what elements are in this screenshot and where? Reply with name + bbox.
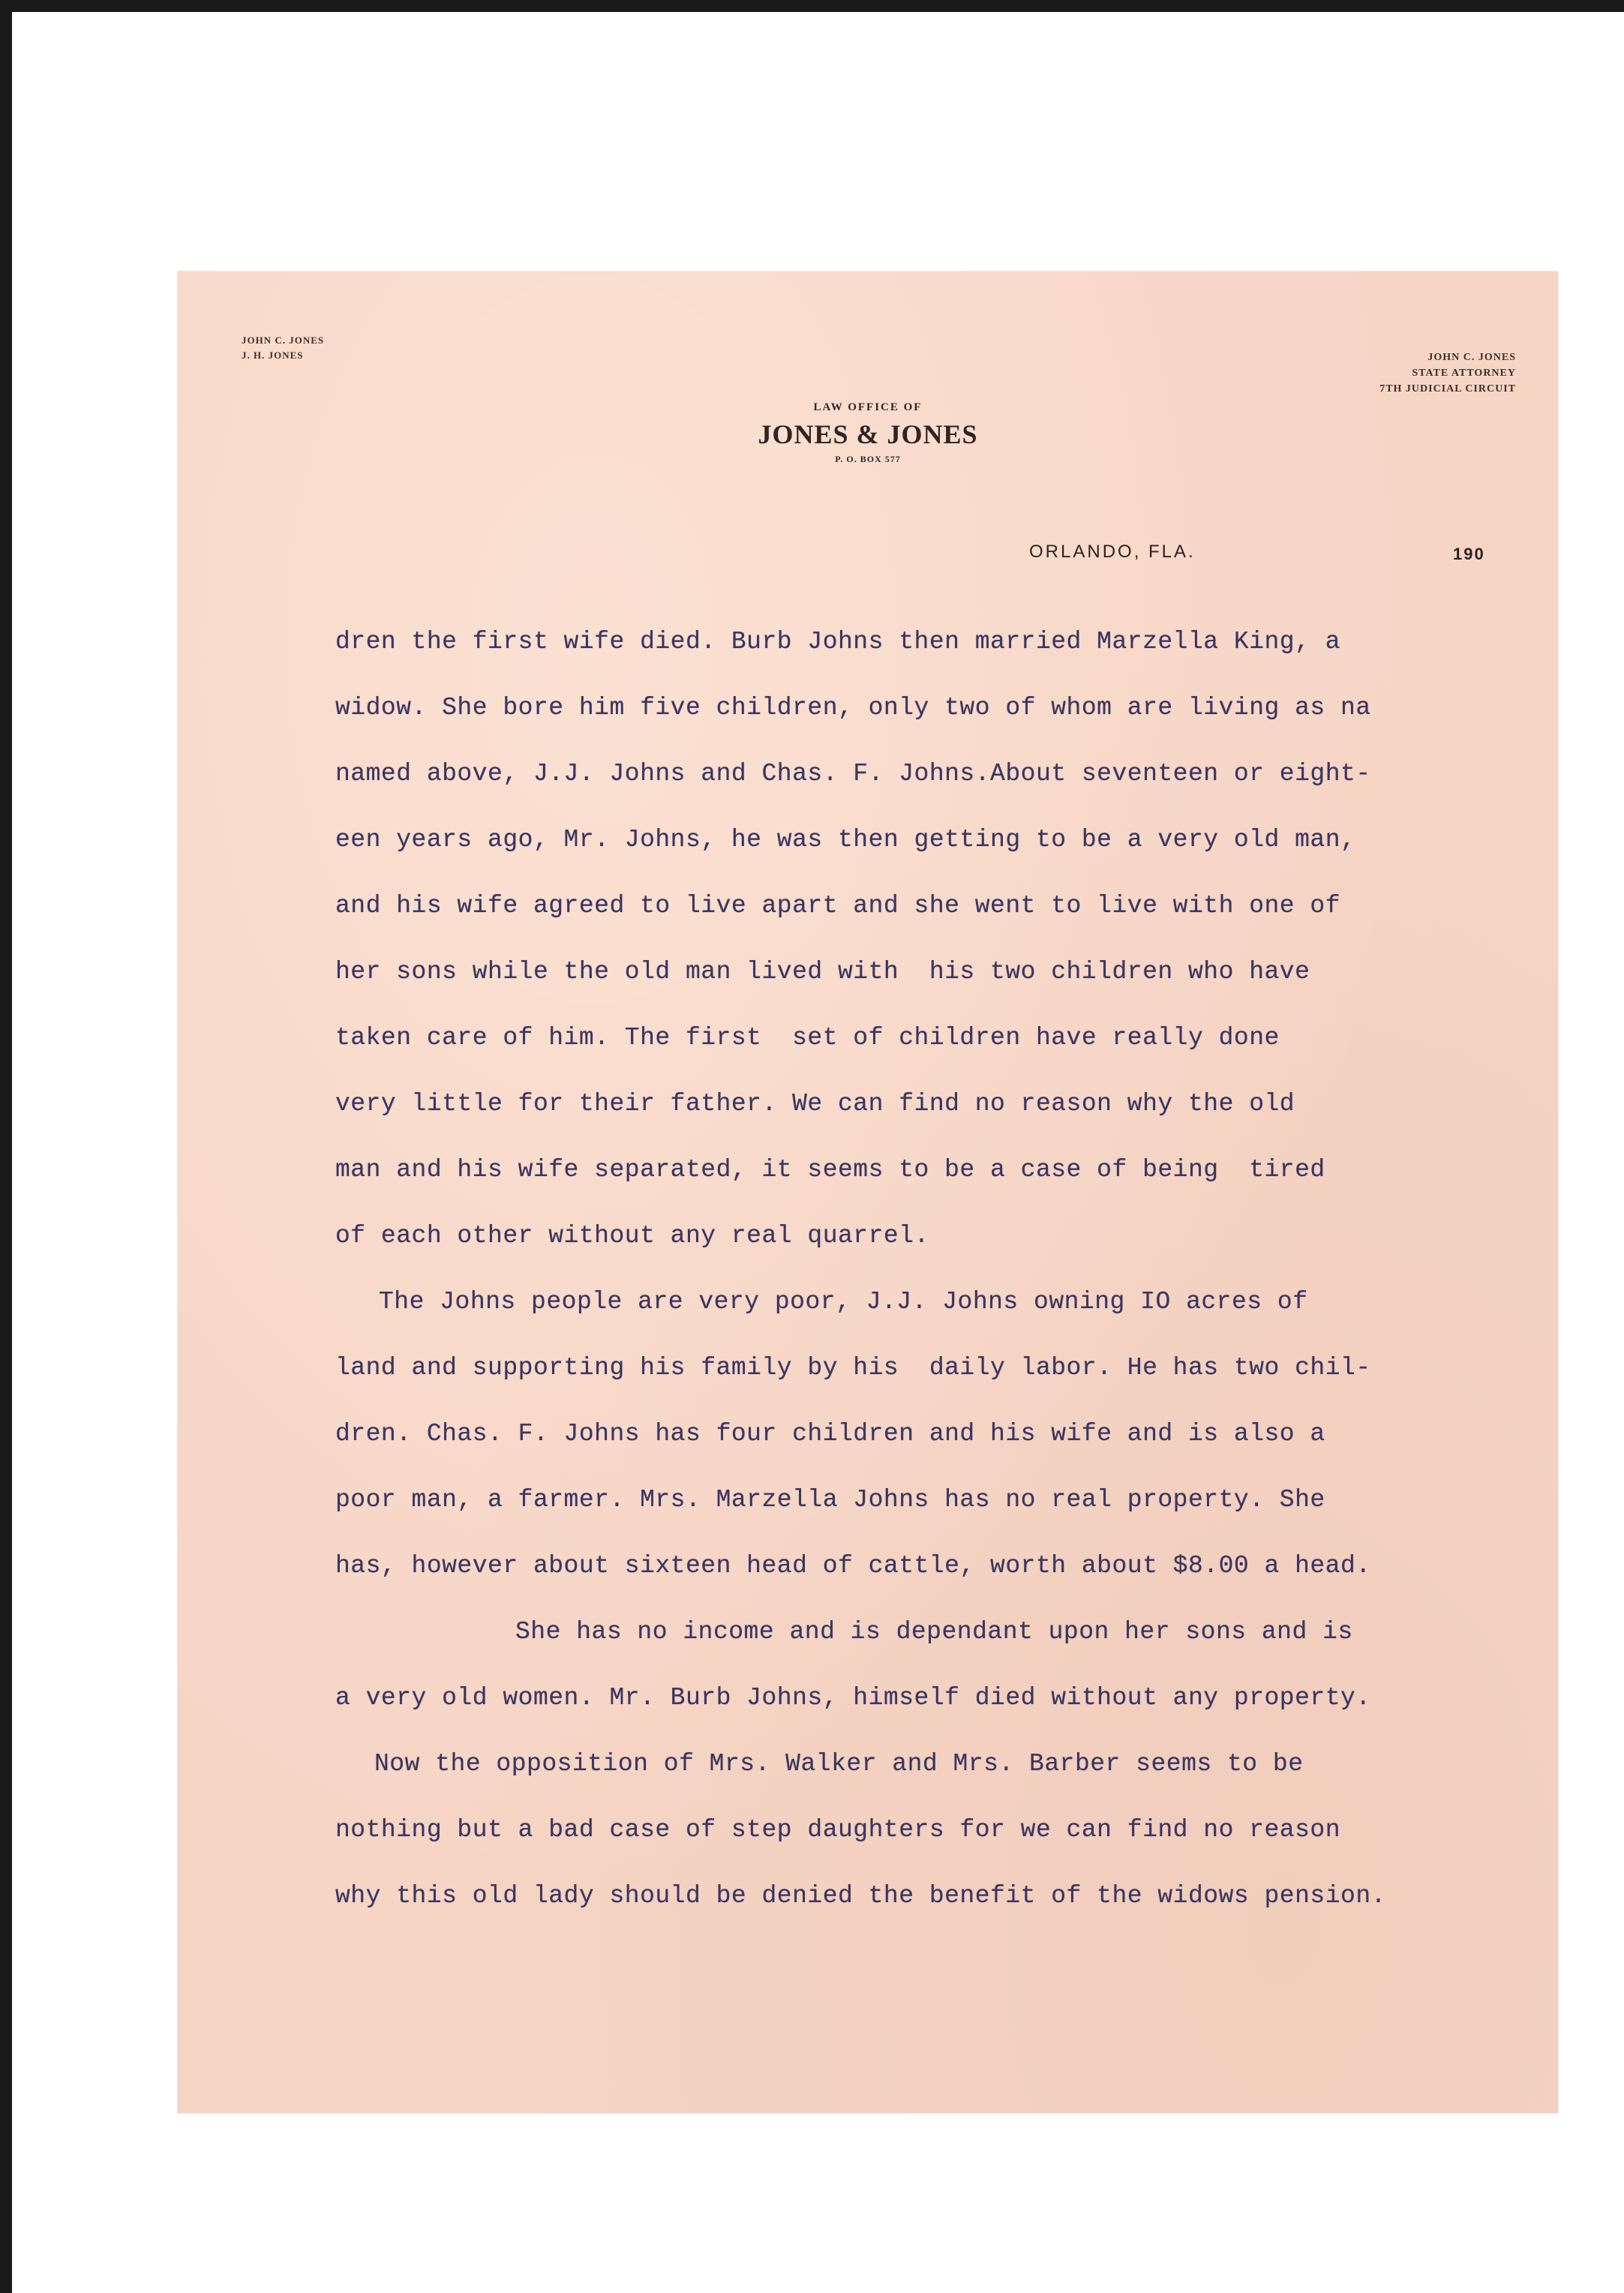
body-line: land and supporting his family by his daily labor. He has two chil- xyxy=(335,1354,1371,1382)
attorney-title: STATE ATTORNEY xyxy=(1412,368,1516,379)
letter-sheet xyxy=(178,272,1558,2113)
body-line: a very old women. Mr. Burb Johns, himself died without any property. xyxy=(335,1684,1371,1712)
letter-body xyxy=(335,609,1505,1929)
body-line: named above, J.J. Johns and Chas. F. Johns.About seventeen or eight- xyxy=(335,760,1371,788)
scanner-edge-left xyxy=(0,0,12,2293)
scanner-edge-top xyxy=(0,0,1624,12)
partner-name: JOHN C. JONES xyxy=(242,335,325,346)
po-box: P. O. BOX 577 xyxy=(835,454,901,464)
body-line: and his wife agreed to live apart and she went to live with one of xyxy=(335,892,1341,920)
body-line: The Johns people are very poor, J.J. Johns owning IO acres of xyxy=(379,1288,1308,1316)
attorney-circuit: 7TH JUDICIAL CIRCUIT xyxy=(1379,383,1516,395)
body-line: of each other without any real quarrel. xyxy=(335,1222,929,1250)
body-line: dren the first wife died. Burb Johns then married Marzella King, a xyxy=(335,628,1341,656)
attorney-name: JOHN C. JONES xyxy=(1427,352,1516,363)
letter-year: 190 xyxy=(1453,545,1485,563)
body-line: widow. She bore him five children, only two of whom are living as na xyxy=(335,694,1371,722)
body-line: Now the opposition of Mrs. Walker and Mrs. Barber seems to be xyxy=(374,1750,1304,1778)
letter-city: ORLANDO, FLA. xyxy=(1029,542,1196,562)
body-line: nothing but a bad case of step daughters for we can find no reason xyxy=(335,1816,1341,1844)
body-line: very little for their father. We can find no reason why the old xyxy=(335,1090,1295,1118)
body-line: why this old lady should be denied the benefit of the widows pension. xyxy=(335,1882,1386,1910)
firm-name: JONES & JONES xyxy=(758,419,978,449)
partner-name: J. H. JONES xyxy=(242,350,304,361)
letterhead-firm xyxy=(669,399,1067,465)
body-line: She has no income and is dependant upon her sons and is xyxy=(515,1618,1353,1646)
body-line: taken care of him. The first set of children have really done xyxy=(335,1024,1280,1052)
body-line: man and his wife separated, it seems to be a case of being tired xyxy=(335,1156,1325,1184)
body-line: her sons while the old man lived with his two children who have xyxy=(335,958,1310,986)
body-line: has, however about sixteen head of cattle, worth about $8.00 a head. xyxy=(335,1552,1371,1580)
body-line: een years ago, Mr. Johns, he was then getting to be a very old man, xyxy=(335,826,1356,854)
letterhead-state-attorney xyxy=(1379,350,1516,397)
body-line: dren. Chas. F. Johns has four children and his wife and is also a xyxy=(335,1420,1325,1448)
letterhead-partners xyxy=(242,333,324,363)
office-label: LAW OFFICE OF xyxy=(813,401,923,413)
body-line: poor man, a farmer. Mrs. Marzella Johns has no real property. She xyxy=(335,1486,1325,1514)
